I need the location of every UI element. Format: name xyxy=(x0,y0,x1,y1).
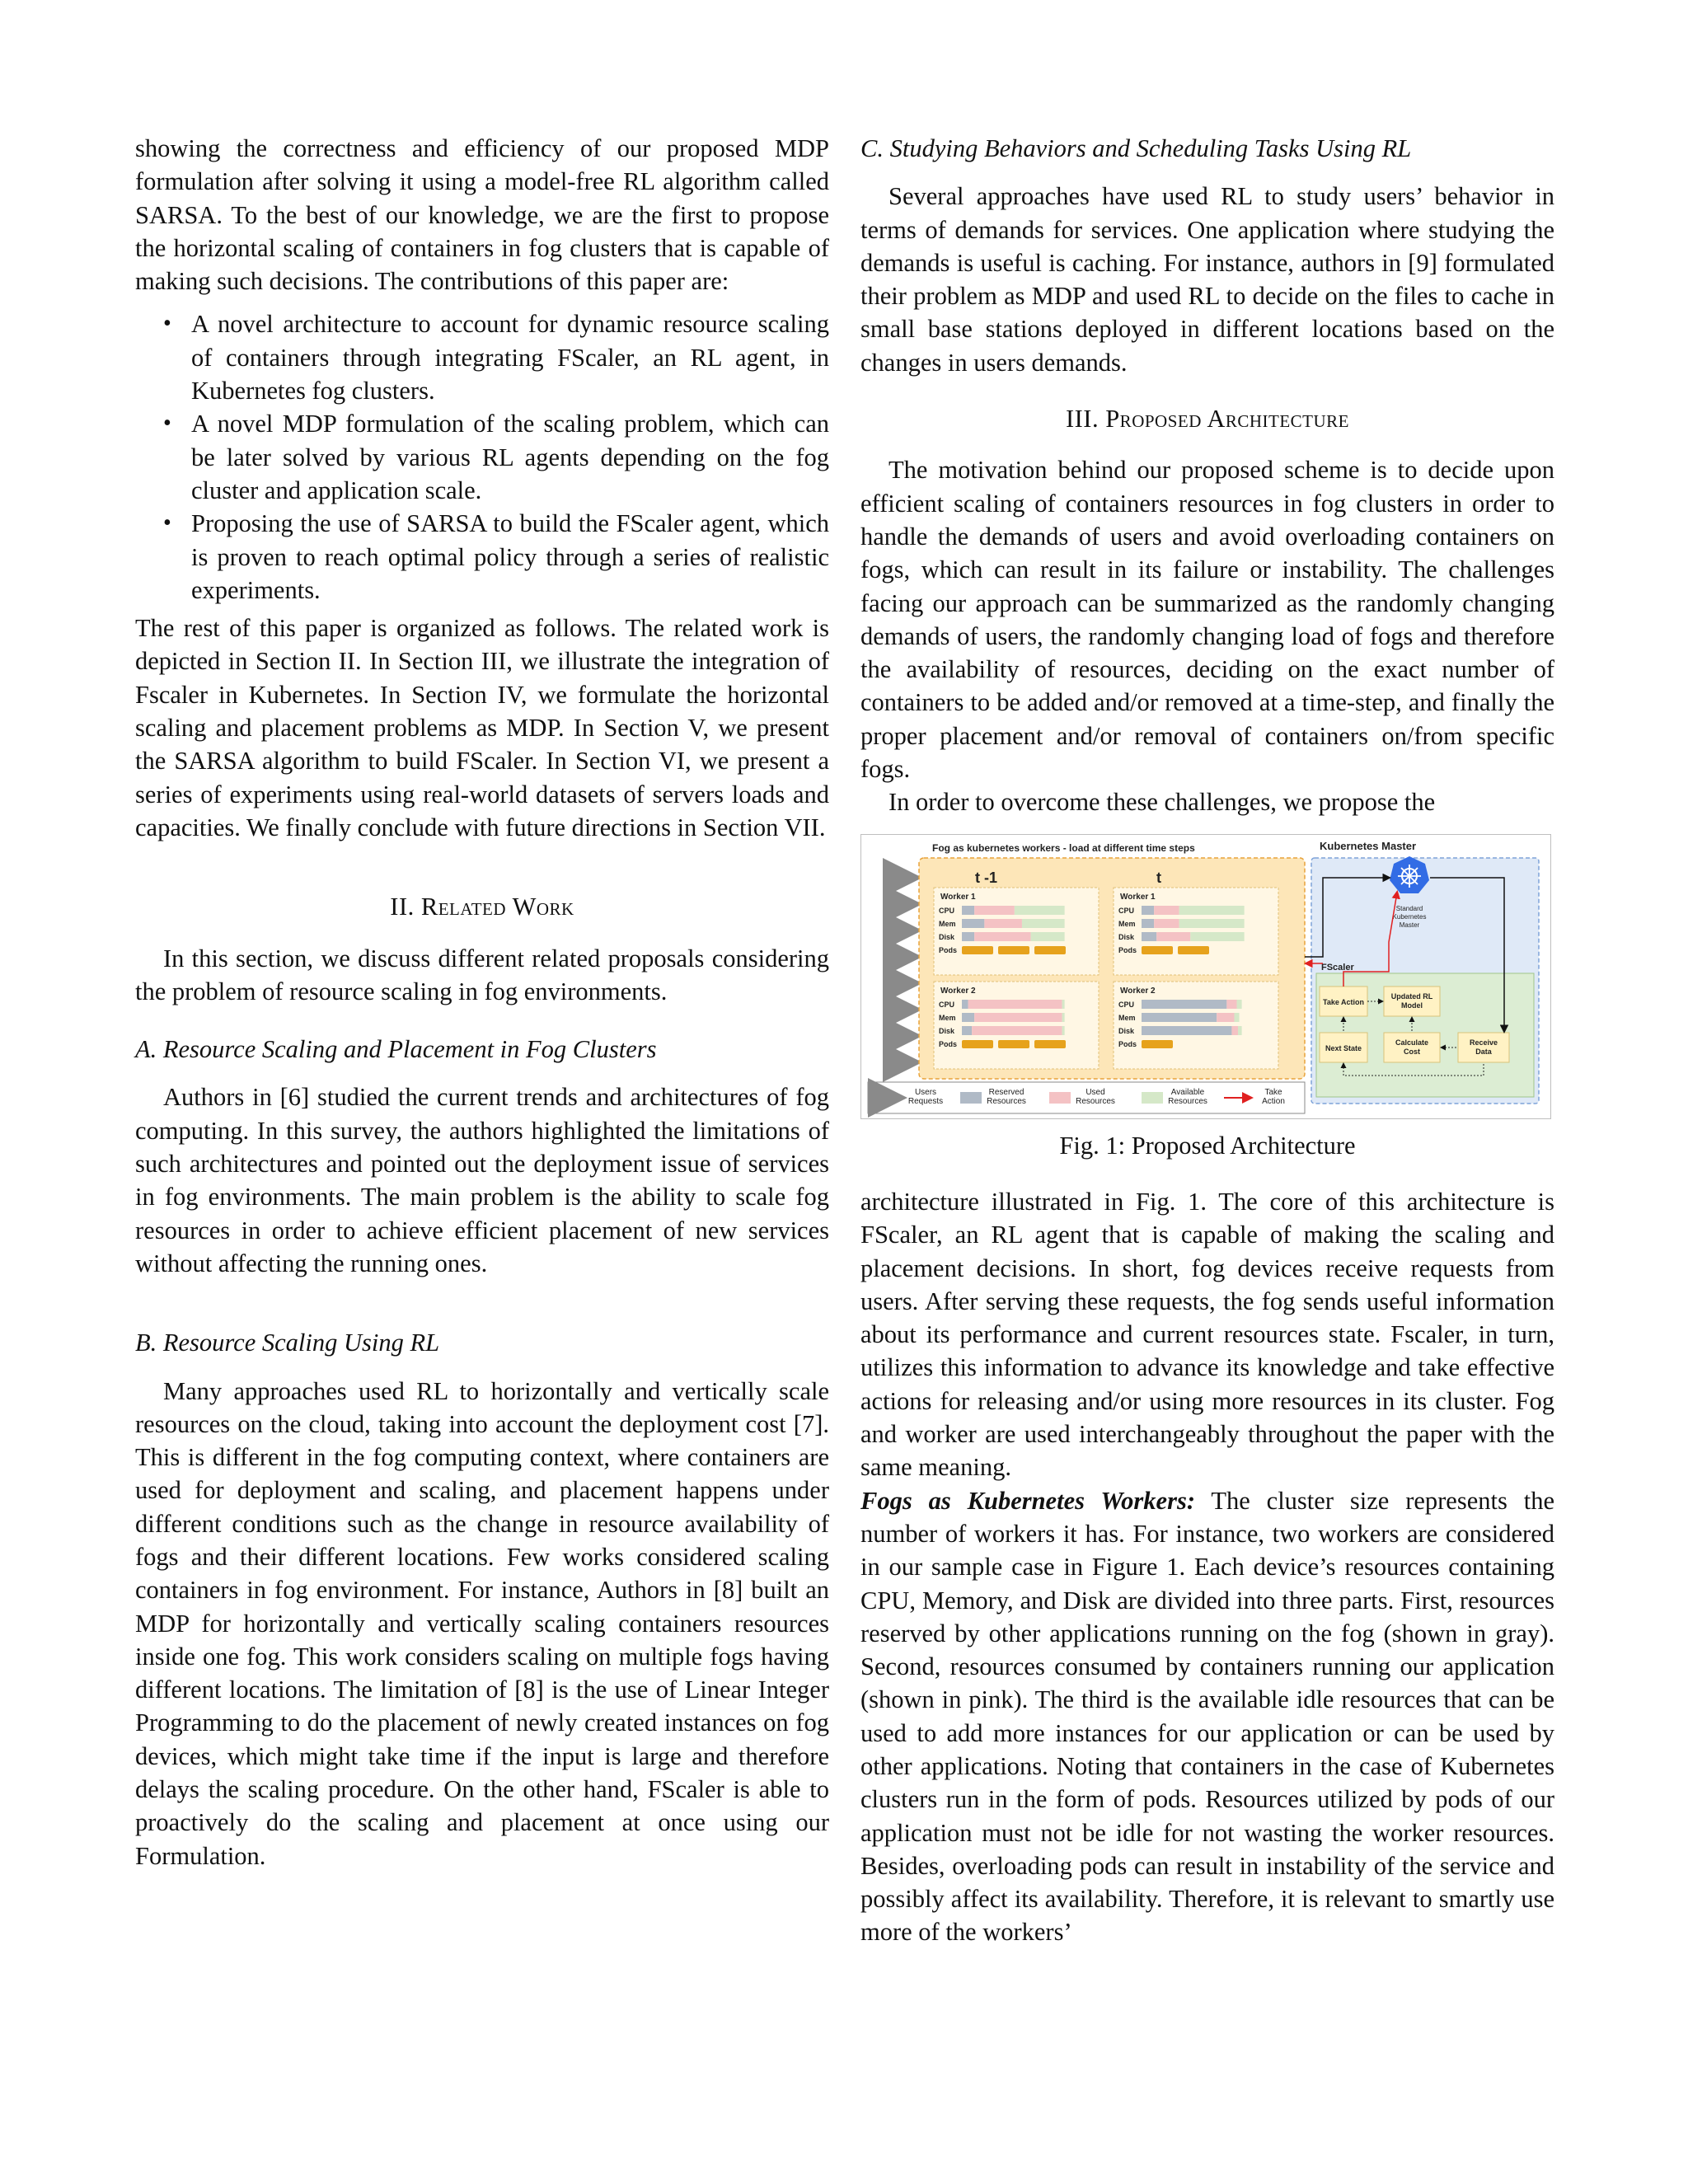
used-bar xyxy=(1154,906,1179,915)
reserved-bar xyxy=(1142,1026,1231,1035)
svg-text:Mem: Mem xyxy=(1118,919,1136,928)
paragraph-subsection-a: Authors in [6] studied the current trends and architectures of fog computing. In this survey, the authors highlighted the limitations of such architectures and pointed out the deployment issue of services in fog environments. The main problem is the ability to scale fog resources in order to achieve efficient placement of new services without affecting the running ones. xyxy=(135,1083,829,1277)
available-bar xyxy=(1031,932,1065,941)
subsection-heading-a: A. Resource Scaling and Placement in Fog Clusters xyxy=(135,1035,657,1064)
calc-cost-label: Calculate Cost xyxy=(1395,1038,1429,1056)
receive-data-label: Receive Data xyxy=(1469,1038,1498,1056)
subsection-heading-b: B. Resource Scaling Using RL xyxy=(135,1329,440,1357)
paragraph-motivation: The motivation behind our proposed scheme is to decide upon efficient scaling of containers resources in fog clusters in order to handle the demands of users and avoid overloading containers on fogs, which can result in its failure or instability. The challenges facing our approach can be summarized as the randomly changing demands of users, the randomly changing load of fogs and therefore the availability of resources, deciding on the exact number of containers to be added and/or removed at a time-step, and finally the proper placement and/or removal of containers on/from specific fogs. xyxy=(860,456,1554,784)
time-label-prev: t -1 xyxy=(975,869,997,886)
reserved-bar xyxy=(962,932,974,941)
available-bar xyxy=(1062,1013,1065,1022)
svg-text:Mem: Mem xyxy=(939,919,956,928)
svg-text:ReservedResources: Reserved Resources xyxy=(987,1087,1026,1106)
pod xyxy=(1142,1040,1173,1048)
pod xyxy=(962,946,993,954)
list-item: • Proposing the use of SARSA to build the FScaler agent, which is proven to reach optimal policy through a series of realistic experiments. xyxy=(191,507,829,607)
subsection-heading-c: C. Studying Behaviors and Scheduling Tasks Using RL xyxy=(860,134,1412,162)
k8s-master-label: Standard Kubernetes Master xyxy=(1392,904,1427,929)
svg-text:Mem: Mem xyxy=(1118,1013,1136,1022)
used-bar xyxy=(984,919,1022,928)
paragraph-outline: The rest of this paper is organized as follows. The related work is depicted in Section II. In Section III, we illustrate the integration of Fscaler in Kubernetes. In Section IV, we formulate the horizontal scaling and placement problems as MDP. In Section V, we present the SARSA algorithm to build FScaler. In Section VI, we present a series of experiments using real-world datasets of servers loads and capacities. We finally conclude with future directions in Section VII. xyxy=(135,614,829,841)
fogs-workers-heading: Fogs as Kubernetes Workers: xyxy=(860,1486,1195,1515)
fog-title: Fog as kubernetes workers - load at different time steps xyxy=(932,841,1195,854)
pod xyxy=(1142,946,1173,954)
reserved-bar xyxy=(962,1013,974,1022)
paragraph-subsection-c: Several approaches have used RL to study users’ behavior in terms of demands for services. One application where studying the demands is useful is caching. For instance, authors in [9] formulated their problem as MDP and used RL to decide on the files to cache in small base stations deployed in different locations based on the changes in users demands. xyxy=(860,182,1554,377)
fscaler-title: FScaler xyxy=(1321,962,1354,972)
architecture-diagram xyxy=(860,834,1551,1119)
list-item: • A novel architecture to account for dynamic resource scaling of containers through integrating FScaler, an RL agent, in Kubernetes fog clusters. xyxy=(191,307,829,407)
used-bar xyxy=(1226,1000,1236,1009)
worker-panel-w2_now xyxy=(1114,982,1278,1069)
svg-text:Disk: Disk xyxy=(939,932,955,941)
reserved-bar xyxy=(962,1000,968,1009)
updated-model-label: Updated RL Model xyxy=(1390,991,1433,1010)
worker-panel-w1_now xyxy=(1114,888,1278,975)
available-bar xyxy=(1179,906,1245,915)
available-bar xyxy=(1062,1026,1065,1035)
svg-text:CPU: CPU xyxy=(939,906,955,915)
worker-label: Worker 1 xyxy=(1120,892,1156,902)
available-bar xyxy=(1190,932,1244,941)
reserved-bar xyxy=(1142,1013,1217,1022)
worker-label: Worker 2 xyxy=(940,986,976,996)
used-bar xyxy=(968,1000,1062,1009)
right-column xyxy=(860,132,1554,1949)
figure-caption: Fig. 1: Proposed Architecture xyxy=(1059,1131,1356,1160)
worker-label: Worker 2 xyxy=(1120,986,1156,996)
paragraph-architecture: architecture illustrated in Fig. 1. The core of this architecture is FScaler, an RL agent that is capable of making the scaling and placement decisions. In short, fog devices receive requests from users. After serving these requests, the fog sends useful information about its performance and current resources state. Fscaler, in turn, utilizes this information to advance its knowledge and take effective actions for releasing and/or using more resources in its cluster. Fog and worker are used interchangeably throughout the paper with the same meaning. xyxy=(860,1187,1554,1482)
reserved-bar xyxy=(1142,906,1154,915)
reserved-bar xyxy=(1142,932,1156,941)
available-bar xyxy=(1062,1000,1065,1009)
reserved-bar xyxy=(962,1026,972,1035)
pod xyxy=(1034,946,1066,954)
available-bar xyxy=(1238,1026,1242,1035)
svg-text:CPU: CPU xyxy=(1118,906,1135,915)
section-heading-proposed-architecture: III. Proposed Architecture xyxy=(1065,405,1350,434)
available-bar xyxy=(1022,919,1065,928)
paragraph-fogs-workers: Fogs as Kubernetes Workers: The cluster size represents the number of workers it has. For instance, two workers are considered in our sample case in Figure 1. Each device’s resources containing CPU, Memory, and Disk are divided into three parts. First, resources reserved by other applications running on the fog (shown in gray). Second, resources consumed by containers running our application (shown in pink). The third is the available idle resources that can be used to add more instances for our application or can be used by other applications. Noting that containers in the case of Kubernetes clusters run in the form of pods. Resources utilized by pods of our application must not be idle for not wasting the worker resources. Besides, overloading pods can result in instability of the service and possibly affect its availability. Therefore, it is relevant to smartly use more of the workers’ xyxy=(860,1486,1554,1947)
paragraph-related-intro: In this section, we discuss different related proposals considering the problem of resource scaling in fog environments. xyxy=(135,944,829,1005)
svg-text:TakeAction: Take Action xyxy=(1262,1087,1285,1106)
used-bar xyxy=(1156,932,1190,941)
svg-text:AvailableResources: Available Resources xyxy=(1168,1087,1207,1106)
paragraph-intro-end: showing the correctness and efficiency of our proposed MDP formulation after solving it using a model-free RL algorithm called SARSA. To the best of our knowledge, we are the first to propose the horizontal scaling of containers in fog clusters that is capable of making such decisions. The contributions of this paper are: xyxy=(135,134,829,296)
legend-available-swatch xyxy=(1142,1092,1163,1104)
pod xyxy=(1034,1040,1066,1048)
user-request-arrows xyxy=(889,878,912,1062)
svg-text:Pods: Pods xyxy=(1118,1039,1137,1048)
svg-text:UsedResources: Used Resources xyxy=(1076,1087,1115,1106)
worker-label: Worker 1 xyxy=(940,892,976,902)
paragraph-overcome-start: In order to overcome these challenges, we propose the xyxy=(889,788,1436,817)
contributions-list xyxy=(135,307,829,607)
svg-text:Pods: Pods xyxy=(939,945,958,954)
svg-text:UsersRequests: Users Requests xyxy=(907,1087,944,1106)
pod xyxy=(998,1040,1029,1048)
list-item: • A novel MDP formulation of the scaling problem, which can be later solved by various RL agents depending on the fog cluster and application scale. xyxy=(191,407,829,507)
svg-text:Disk: Disk xyxy=(1118,1026,1135,1035)
take-action-label: Take Action xyxy=(1322,997,1365,1006)
used-bar xyxy=(974,1013,1062,1022)
available-bar xyxy=(1179,919,1245,928)
svg-text:Disk: Disk xyxy=(939,1026,955,1035)
reserved-bar xyxy=(962,906,974,915)
available-bar xyxy=(1237,1000,1242,1009)
svg-text:Pods: Pods xyxy=(1118,945,1137,954)
pod xyxy=(998,946,1029,954)
figure-architecture xyxy=(860,834,1554,1162)
used-bar xyxy=(1231,1026,1238,1035)
paragraph-subsection-b: Many approaches used RL to horizontally and vertically scale resources on the cloud, taking into account the deployment cost [7]. This is different in the fog computing context, where containers are used for deployment and scaling, and placement happens under different conditions such as the change in resource availability of fogs and their different locations. Few works considered scaling containers in fog environment. For instance, Authors in [8] built an MDP for horizontally and vertically scaling containers resources inside one fog. This work considers scaling on multiple fogs having different locations. The limitation of [8] is the use of Linear Integer Programming to do the placement of newly created instances on fog devices, which might take time if the input is large and therefore delays the scaling procedure. On the other hand, FScaler is able to proactively do the scaling and placement at once using our Formulation. xyxy=(135,1376,829,1870)
reserved-bar xyxy=(1142,919,1154,928)
svg-text:Disk: Disk xyxy=(1118,932,1135,941)
legend-reserved-swatch xyxy=(960,1092,982,1104)
used-bar xyxy=(974,906,1015,915)
section-heading-related-work: II. Related Work xyxy=(390,893,574,921)
used-bar xyxy=(1217,1013,1234,1022)
available-bar xyxy=(1015,906,1065,915)
next-state-label: Next State xyxy=(1325,1043,1362,1052)
time-label-now: t xyxy=(1156,869,1161,886)
pod xyxy=(1178,946,1209,954)
svg-text:CPU: CPU xyxy=(939,1000,955,1009)
svg-text:Mem: Mem xyxy=(939,1013,956,1022)
pod xyxy=(962,1040,993,1048)
used-bar xyxy=(972,1026,1062,1035)
legend-used-swatch xyxy=(1049,1092,1071,1104)
svg-text:CPU: CPU xyxy=(1118,1000,1135,1009)
used-bar xyxy=(1154,919,1179,928)
left-column xyxy=(135,132,829,1872)
used-bar xyxy=(974,932,1030,941)
svg-text:Pods: Pods xyxy=(939,1039,958,1048)
worker-panel-w2_prev xyxy=(934,982,1099,1069)
available-bar xyxy=(1234,1013,1239,1022)
kubernetes-master-title: Kubernetes Master xyxy=(1320,839,1417,852)
reserved-bar xyxy=(1142,1000,1226,1009)
worker-panel-w1_prev xyxy=(934,888,1099,975)
reserved-bar xyxy=(962,919,984,928)
